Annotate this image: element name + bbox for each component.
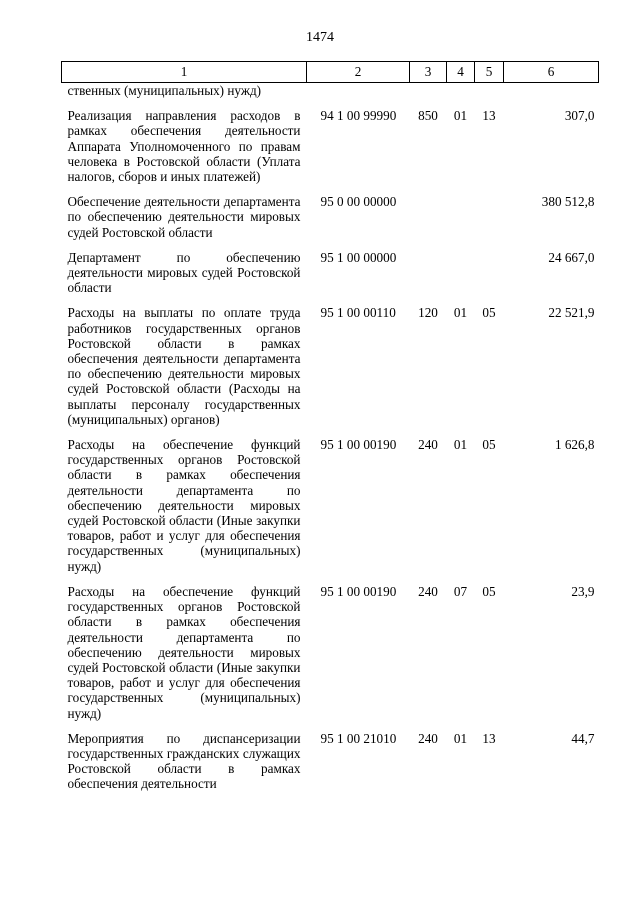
row-expense-type: 240 <box>418 730 438 746</box>
row-code <box>307 83 410 99</box>
row-spacer <box>62 98 599 108</box>
row-subsection <box>475 250 504 296</box>
row-amount: 23,9 <box>571 583 595 599</box>
row-subsection: 13 <box>482 108 496 124</box>
row-spacer-cell <box>62 184 599 194</box>
row-expense-type: 850 <box>418 108 438 124</box>
row-expense-type: 120 <box>418 305 438 321</box>
row-spacer <box>62 574 599 584</box>
header-col-2: 2 <box>307 62 410 83</box>
header-col-3: 3 <box>410 62 447 83</box>
row-spacer <box>62 721 599 731</box>
row-spacer-cell <box>62 574 599 584</box>
row-amount: 307,0 <box>564 108 595 124</box>
header-col-1: 1 <box>62 62 307 83</box>
row-subsection <box>475 194 504 240</box>
row-spacer <box>62 427 599 437</box>
row-section <box>447 83 475 99</box>
row-amount: 24 667,0 <box>548 249 595 265</box>
row-spacer <box>62 295 599 305</box>
table-row <box>62 584 599 721</box>
row-subsection <box>475 83 504 99</box>
table-row <box>62 194 599 240</box>
row-section: 01 <box>453 305 468 321</box>
header-row <box>62 62 599 83</box>
row-code: 95 0 00 00000 <box>320 194 397 210</box>
header-col-5: 5 <box>475 62 504 83</box>
row-code: 95 1 00 00190 <box>320 437 397 453</box>
row-description: ственных (муниципальных) нужд) <box>67 83 262 98</box>
row-code: 94 1 00 99990 <box>320 108 397 124</box>
row-description: Расходы на обеспечение функций государственных органов Ростовской области в рамках обеспечения деятельности департамента по обеспечению деятельности мировых судей Ростовской области (Иные закупки товаров, работ и услуг для обеспечения государственных (муниципальных) нужд) <box>67 437 301 574</box>
row-spacer-cell <box>62 98 599 108</box>
row-section <box>447 194 475 240</box>
header-col-4: 4 <box>447 62 475 83</box>
row-spacer-cell <box>62 721 599 731</box>
row-expense-type <box>410 194 447 240</box>
row-amount: 22 521,9 <box>548 305 595 321</box>
row-description: Расходы на обеспечение функций государственных органов Ростовской области в рамках обеспечения деятельности департамента по обеспечению деятельности мировых судей Ростовской области (Иные закупки товаров, работ и услуг для обеспечения государственных (муниципальных) нужд) <box>67 583 301 721</box>
table-row <box>62 731 599 792</box>
page-number: 1474 <box>306 30 334 45</box>
row-amount <box>504 83 599 99</box>
row-description: Мероприятия по диспансеризации государственных гражданских служащих Ростовской области в рамках обеспечения деятельности <box>67 730 301 792</box>
row-spacer-cell <box>62 295 599 305</box>
row-subsection: 05 <box>482 437 496 453</box>
row-expense-type <box>410 250 447 296</box>
table-row <box>62 437 599 574</box>
row-subsection: 13 <box>482 730 496 746</box>
row-amount: 1 626,8 <box>554 437 595 453</box>
table-row <box>62 83 599 99</box>
row-section: 01 <box>453 730 468 746</box>
row-spacer <box>62 240 599 250</box>
row-amount: 380 512,8 <box>541 194 595 210</box>
row-spacer-cell <box>62 427 599 437</box>
row-section: 01 <box>453 108 468 124</box>
row-amount: 44,7 <box>571 730 595 746</box>
row-section: 01 <box>453 437 468 453</box>
row-code: 95 1 00 00190 <box>320 583 397 599</box>
table-row <box>62 305 599 427</box>
row-subsection: 05 <box>482 305 496 321</box>
table-row <box>62 250 599 296</box>
row-spacer-cell <box>62 240 599 250</box>
row-subsection: 05 <box>482 583 496 599</box>
row-section <box>447 250 475 296</box>
row-code: 95 1 00 00000 <box>320 249 397 265</box>
row-expense-type <box>410 83 447 99</box>
row-description: Департамент по обеспечению деятельности мировых судей Ростовской области <box>67 249 301 296</box>
row-code: 95 1 00 00110 <box>320 305 396 321</box>
row-section: 07 <box>453 583 468 599</box>
row-description: Реализация направления расходов в рамках обеспечения деятельности Аппарата Уполномоченного по правам человека в Ростовской области (Уплата налогов, сборов и иных платежей) <box>67 108 301 185</box>
row-description: Расходы на выплаты по оплате труда работников государственных органов Ростовской области в рамках обеспечения деятельности департамента по обеспечению деятельности мировых судей Ростовской области (Расходы на выплаты персоналу государственных (муниципальных) органов) <box>67 305 301 427</box>
budget-table <box>61 61 599 792</box>
row-description: Обеспечение деятельности департамента по обеспечению деятельности мировых судей Ростовской области <box>67 194 301 240</box>
table-row <box>62 108 599 184</box>
row-expense-type: 240 <box>418 437 438 453</box>
header-col-6: 6 <box>504 62 599 83</box>
row-code: 95 1 00 21010 <box>320 730 397 746</box>
row-spacer <box>62 184 599 194</box>
row-expense-type: 240 <box>418 583 438 599</box>
